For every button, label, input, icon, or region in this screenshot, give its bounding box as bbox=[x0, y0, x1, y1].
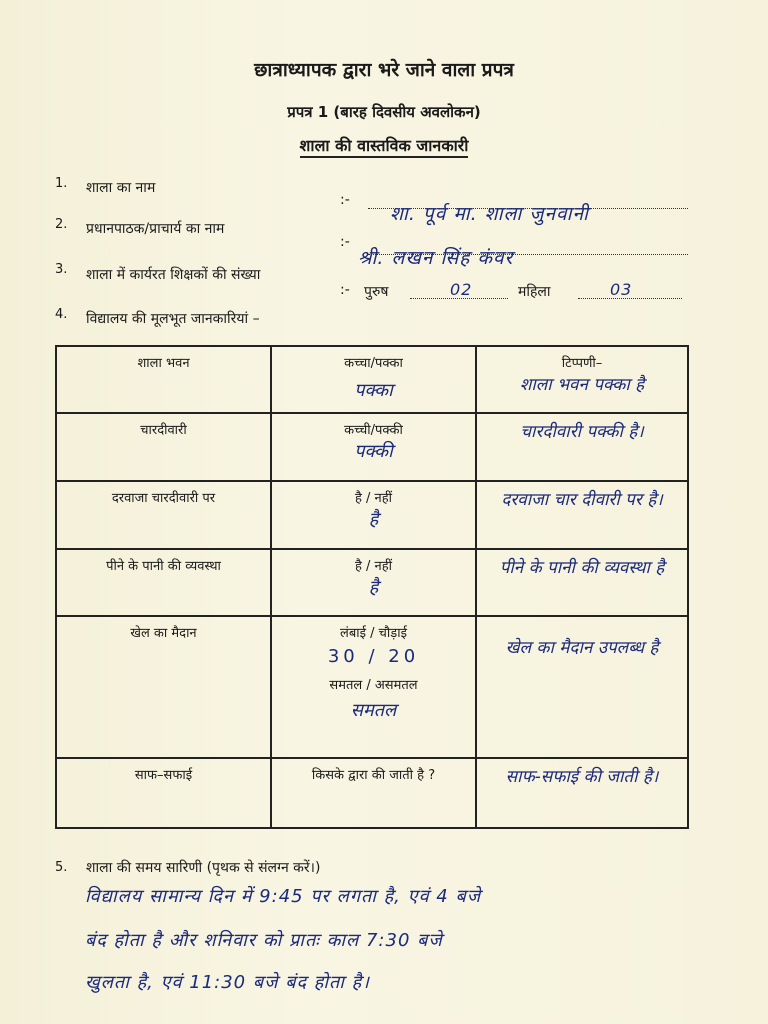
field-3-number: 3. bbox=[55, 262, 68, 277]
school-name-separator: :- bbox=[340, 192, 350, 208]
cleaning-note: साफ-सफाई की जाती है। bbox=[505, 767, 659, 787]
table-row bbox=[56, 413, 688, 481]
field-4-number: 4. bbox=[55, 307, 68, 322]
note-header: टिप्पणी– bbox=[561, 356, 603, 371]
row-options-gate: है / नहीं है bbox=[271, 481, 476, 549]
row-item-cleaning: साफ–सफाई bbox=[56, 758, 271, 828]
teachers-label: शाला में कार्यरत शिक्षकों की संख्या bbox=[86, 267, 261, 283]
form-title: छात्राध्यापक द्वारा भरे जाने वाला प्रपत्र bbox=[254, 59, 514, 81]
gate-answer: है bbox=[368, 509, 379, 530]
playground-surface: समतल bbox=[350, 700, 397, 721]
section-heading bbox=[0, 134, 768, 156]
table-row bbox=[56, 346, 688, 413]
timetable-line-2: बंद होता है और शनिवार को प्रातः काल 7:30 बजे bbox=[85, 930, 443, 951]
row-item-building: शाला भवन bbox=[56, 346, 271, 413]
building-note: शाला भवन पक्का है bbox=[519, 375, 645, 395]
field-5-number: 5. bbox=[55, 860, 68, 875]
male-count-value: 02 bbox=[450, 280, 473, 299]
school-name-label: शाला का नाम bbox=[86, 180, 156, 196]
principal-value: श्री. लखन सिंह कंवर bbox=[358, 247, 514, 269]
row-options-cleaning: किसके द्वारा की जाती है ? bbox=[271, 758, 476, 828]
water-note: पीने के पानी की व्यवस्था है bbox=[499, 558, 665, 578]
row-options-playground: लंबाई / चौड़ाई 30 / 20 समतल / असमतल समतल bbox=[271, 616, 476, 758]
gate-note: दरवाजा चार दीवारी पर है। bbox=[501, 490, 663, 510]
table-row bbox=[56, 758, 688, 828]
school-name-value: शा. पूर्व मा. शाला जुनवानी bbox=[390, 203, 589, 225]
timetable-line-3: खुलता है, एवं 11:30 बजे बंद होता है। bbox=[85, 972, 371, 993]
field-2-number: 2. bbox=[55, 217, 68, 232]
male-label: पुरुष bbox=[364, 284, 389, 300]
row-note-playground bbox=[476, 616, 688, 758]
row-options-boundary: कच्ची/पक्की पक्की bbox=[271, 413, 476, 481]
building-answer: पक्का bbox=[354, 380, 393, 401]
row-item-gate: दरवाजा चारदीवारी पर bbox=[56, 481, 271, 549]
row-note-water bbox=[476, 549, 688, 616]
row-options-water: है / नहीं है bbox=[271, 549, 476, 616]
row-note-building bbox=[476, 346, 688, 413]
table-row bbox=[56, 616, 688, 758]
water-answer: है bbox=[368, 577, 379, 598]
school-facilities-table bbox=[55, 345, 689, 829]
row-note-cleaning bbox=[476, 758, 688, 828]
table-row bbox=[56, 481, 688, 549]
female-count-value: 03 bbox=[610, 280, 633, 299]
female-label: महिला bbox=[518, 284, 551, 300]
boundary-answer: पक्की bbox=[354, 441, 393, 462]
row-options-building: कच्चा/पक्का पक्का bbox=[271, 346, 476, 413]
row-item-boundary: चारदीवारी bbox=[56, 413, 271, 481]
playground-note: खेल का मैदान उपलब्ध है bbox=[505, 638, 659, 658]
basics-label: विद्यालय की मूलभूत जानकारियां – bbox=[86, 311, 260, 327]
principal-label: प्रधानपाठक/प्राचार्य का नाम bbox=[86, 221, 225, 237]
principal-separator: :- bbox=[340, 234, 350, 250]
form-subtitle: प्रपत्र 1 (बारह दिवसीय अवलोकन) bbox=[287, 103, 481, 121]
field-1-number: 1. bbox=[55, 176, 68, 191]
table-row bbox=[56, 549, 688, 616]
row-item-water: पीने के पानी की व्यवस्था bbox=[56, 549, 271, 616]
row-note-gate bbox=[476, 481, 688, 549]
row-note-boundary bbox=[476, 413, 688, 481]
teachers-separator: :- bbox=[340, 282, 350, 298]
row-item-playground: खेल का मैदान bbox=[56, 616, 271, 758]
playground-dimensions: 30 / 20 bbox=[327, 646, 420, 667]
timetable-line-1: विद्यालय सामान्य दिन में 9:45 पर लगता है, एवं 4 बजे bbox=[85, 886, 482, 907]
section-heading-text: शाला की वास्तविक जानकारी bbox=[300, 136, 469, 158]
boundary-note: चारदीवारी पक्की है। bbox=[520, 422, 644, 442]
timetable-label: शाला की समय सारिणी (पृथक से संलग्न करें।) bbox=[86, 860, 321, 876]
